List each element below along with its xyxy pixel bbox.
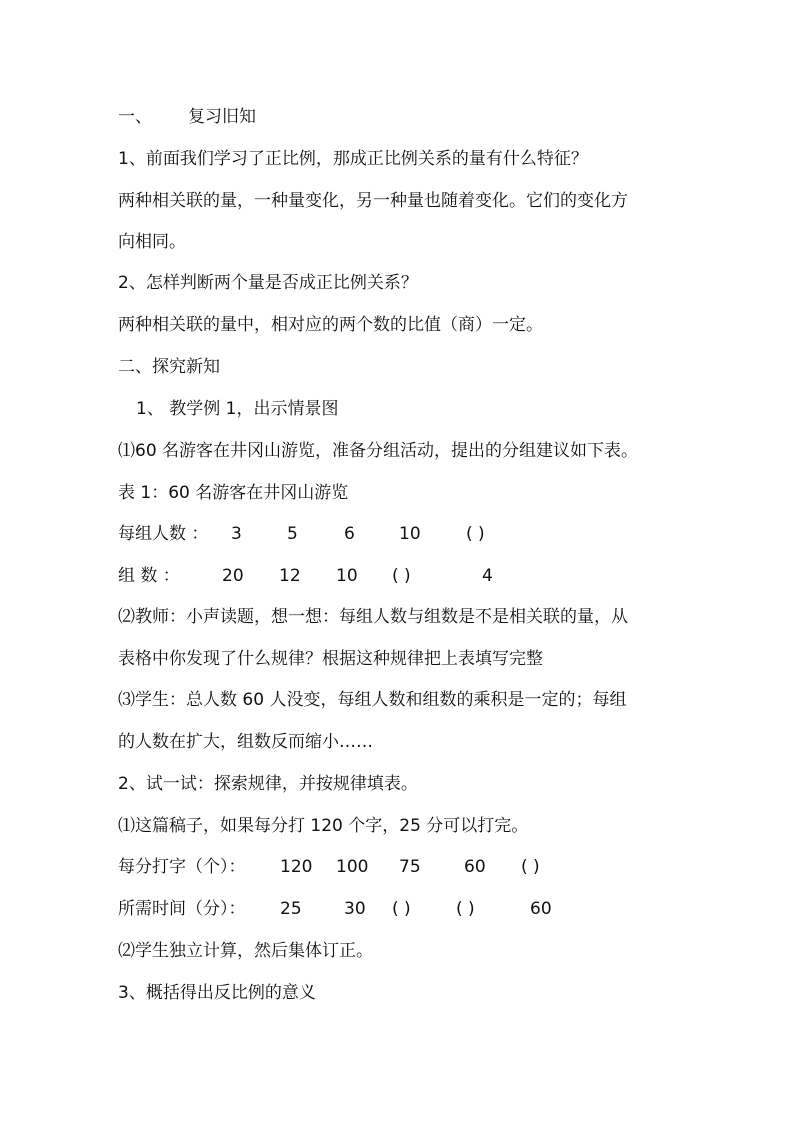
table-cell-blank: ( ) (521, 857, 540, 877)
row-label: 组 数 ： (118, 566, 180, 586)
section-number: 一、 (118, 107, 152, 127)
table-cell-blank: ( ) (456, 899, 475, 919)
table-cell: 6 (344, 524, 355, 544)
table-cell: 12 (279, 566, 301, 586)
table-cell: 120 (280, 857, 313, 877)
table-cell: 5 (287, 524, 298, 544)
table-cell-blank: ( ) (392, 566, 411, 586)
row-label: 每组人数 ： (118, 524, 209, 544)
example-1-text: ⑴60 名游客在井冈山游览，准备分组活动，提出的分组建议如下表。 (118, 441, 639, 461)
answer-2: 两种相关联的量中，相对应的两个数的比值（商）一定。 (118, 315, 543, 335)
table-1-caption: 表 1：60 名游客在井冈山游览 (118, 483, 349, 503)
row-label: 每分打字（个）： (118, 857, 246, 877)
table-cell-blank: ( ) (392, 899, 411, 919)
try-it-problem: ⑴这篇稿子，如果每分打 120 个字，25 分可以打完。 (118, 816, 529, 836)
table-cell: 4 (482, 566, 493, 586)
table-cell: 60 (464, 857, 486, 877)
table-cell: 10 (336, 566, 358, 586)
answer-1-line-1: 两种相关联的量，一种量变化，另一种量也随着变化。它们的变化方 (118, 191, 628, 211)
student-answer-line-1: ⑶学生：总人数 60 人没变，每组人数和组数的乘积是一定的；每组 (118, 690, 627, 710)
table-cell: 20 (222, 566, 244, 586)
table-cell: 100 (336, 857, 369, 877)
example-1-heading: 1、 教学例 1，出示情景图 (136, 399, 339, 419)
table-cell: 30 (344, 899, 366, 919)
table-cell: 3 (231, 524, 242, 544)
try-it-heading: 2、试一试：探索规律，并按规律填表。 (118, 774, 418, 794)
section-title: 复习旧知 (188, 107, 256, 127)
section-heading-review (118, 106, 256, 128)
question-2: 2、怎样判断两个量是否成正比例关系？ (118, 273, 418, 293)
table-cell: 60 (530, 899, 552, 919)
table-cell: 75 (399, 857, 421, 877)
question-1: 1、前面我们学习了正比例，那成正比例关系的量有什么特征？ (118, 149, 588, 169)
table-cell: 25 (280, 899, 302, 919)
table-cell-blank: ( ) (466, 524, 485, 544)
teacher-prompt-line-1: ⑵教师：小声读题，想一想：每组人数与组数是不是相关联的量，从 (118, 607, 628, 627)
student-answer-line-2: 的人数在扩大，组数反而缩小…… (118, 732, 373, 752)
summary-heading: 3、概括得出反比例的意义 (118, 983, 316, 1003)
answer-1-line-2: 向相同。 (118, 232, 186, 252)
section-heading-explore: 二、探究新知 (118, 357, 220, 377)
teacher-prompt-line-2: 表格中你发现了什么规律？根据这种规律把上表填写完整 (118, 649, 543, 669)
student-calculation-note: ⑵学生独立计算，然后集体订正。 (118, 941, 373, 961)
table-cell: 10 (399, 524, 421, 544)
row-label: 所需时间（分）： (118, 899, 246, 919)
